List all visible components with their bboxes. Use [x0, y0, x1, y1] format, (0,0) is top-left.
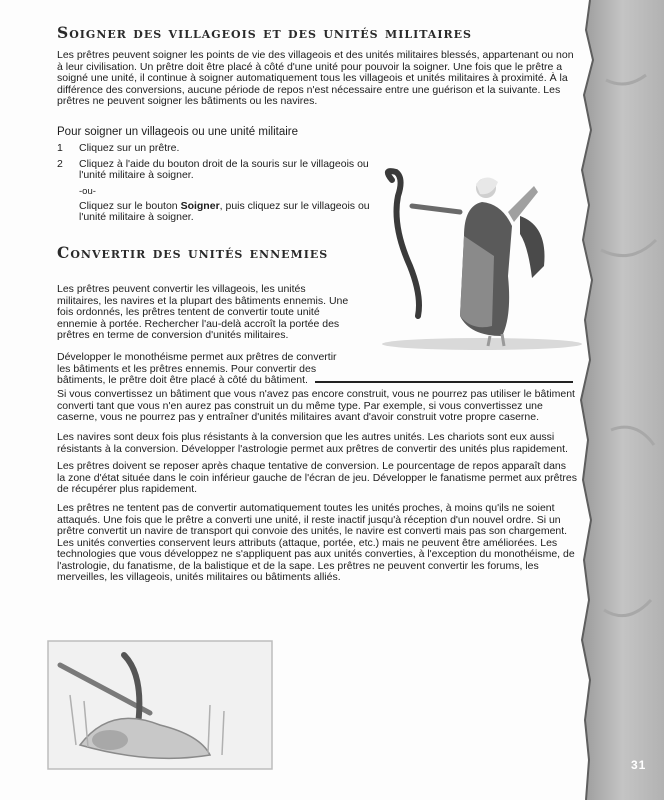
or-separator: -ou- — [79, 185, 96, 197]
paragraph-convert-2: Développer le monothéisme permet aux prêtres de convertir les bâtiments et les prêtres ennemis. Pour convertir des bâtiments, le prêtre doit être placé à côté du bâtiment. — [57, 351, 337, 386]
steps-list — [57, 143, 387, 228]
priest-illustration — [352, 166, 584, 352]
alt-step-suffix: , puis cliquez sur le villageois ou l'unité militaire à soigner. — [79, 199, 370, 223]
heal-button-label: Soigner — [180, 199, 220, 212]
paragraph-convert-6: Les prêtres ne tentent pas de convertir automatiquement toutes les unités proches, à moins qu'ils ne soient attaqués. Une fois que le prêtre a converti une unité, il reste inactif jusqu'à réception d'un nouvel ordre. Si un prêtre convertit un navire de transport qui convoie des unités, le navire est converti mais pas son chargement. Les unités converties conservent leurs attributs (attaque, portée, etc.) mais ne peuvent être améliorées. Les technologies que vous développez ne s'appliquent pas aux unités converties, à l'exception du monothéisme, de l'astrologie, du fanatisme, de la balistique et de la sape. Les prêtres ne peuvent convertir les forums, les merveilles, les villageois, unités militaires ou bâtiments alliés. — [57, 502, 575, 583]
paragraph-convert-4: Les navires sont deux fois plus résistants à la conversion que les autres unités. Les chariots sont eux aussi résistants à la conversion. Développer l'astrologie permet aux prêtres de convertir des unités plus rapidement. — [57, 431, 568, 455]
paragraph-convert-3: Si vous convertissez un bâtiment que vous n'avez pas encore construit, vous ne pourrez pas utiliser le bâtiment converti tant que vous n'en aurez pas construit un du même type. Par exemple, si vous convertissez une caserne, vous ne pourrez pas y entraîner d'unités militaires avant d'avoir construit votre propre caserne. — [57, 388, 575, 423]
divider-rule — [315, 381, 573, 383]
pickaxe-sketch-illustration — [40, 635, 280, 775]
step-1-number: 1 — [57, 142, 63, 154]
step-2-text: Cliquez à l'aide du bouton droit de la souris sur le villageois ou l'unité militaire à soigner. — [79, 157, 369, 181]
heading-convert: Convertir des unités ennemies — [57, 243, 329, 262]
step-2 — [57, 159, 387, 182]
paragraph-convert-5: Les prêtres doivent se reposer après chaque tentative de conversion. Le pourcentage de repos apparaît dans la zone d'état située dans le coin inférieur gauche de l'écran de jeu. Développer le fanatisme permet aux prêtres de récupérer plus rapidement. — [57, 460, 577, 495]
paragraph-heal-intro: Les prêtres peuvent soigner les points de vie des villageois et des unités militaires blessés, appartenant ou non à leur civilisation. Un prêtre doit être placé à côté d'une unité pour pouvoir la soigner. Une fois que le prêtre a soigné une unité, il continue à soigner automatiquement tous les villageois et unités militaires à proximité. À la différence des conversions, aucune période de repos n'est nécessaire entre une guérison et la suivante. Les prêtres ne peuvent soigner les bâtiments ou les navires. — [57, 49, 574, 107]
heading-heal: Soigner des villageois et des unités militaires — [57, 23, 472, 42]
step-1-text: Cliquez sur un prêtre. — [79, 142, 180, 154]
torn-paper-edge — [576, 0, 664, 800]
paragraph-convert-1: Les prêtres peuvent convertir les villageois, les unités militaires, les navires et la plupart des bâtiments ennemis. Une fois ordonnés, les prêtres tentent de convertir toute unité ennemie à portée. Rechercher l'au-delà accroît la portée des prêtres en terme de conversion d'unités militaires. — [57, 283, 349, 341]
step-1 — [57, 143, 387, 155]
subheading-heal-steps: Pour soigner un villageois ou une unité militaire — [57, 126, 299, 138]
alt-step-prefix: Cliquez sur le bouton — [79, 199, 181, 212]
step-2-alternative — [57, 201, 387, 224]
page-number: 31 — [631, 758, 647, 772]
step-2-number: 2 — [57, 157, 63, 170]
